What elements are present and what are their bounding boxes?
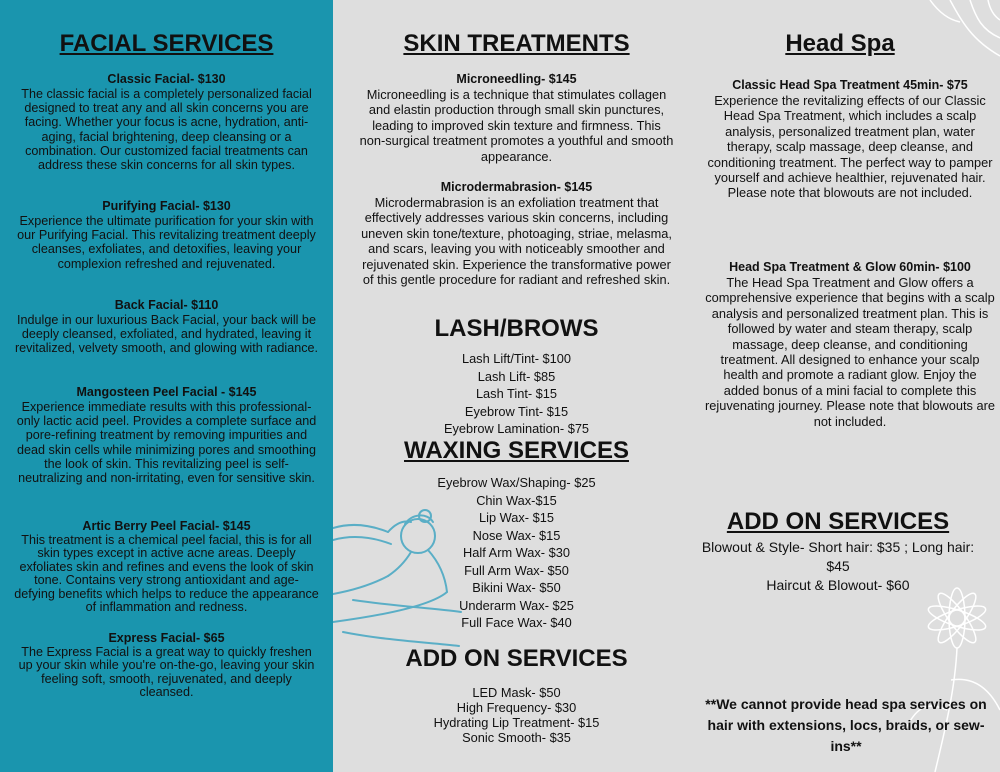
lash-item: Eyebrow Lamination- $75 [443, 421, 590, 436]
waxing-item: Half Arm Wax- $30 [463, 545, 570, 560]
waxing-list [333, 474, 700, 632]
head-spa-glow-block [700, 260, 1000, 429]
express-facial-desc: The Express Facial is a great way to quickly freshen up your skin while you're on-the-go, leaving your skin feeling soft, smooth, rejuvenated, and deeply cleansed. [18, 645, 315, 700]
facial-services-panel [0, 0, 333, 772]
head-spa-glow-desc: The Head Spa Treatment and Glow offers a comprehensive experience that begins with a scalp analysis and personalized treatment plan. This is followed by water and steam therapy, scalp massage, deep cleanse, and conditioning treatment. All designed to enhance your scalp health and promote a radiant glow. Enjoy the added bonus of a mini facial to complete this rejuvenating journey. Please note that blowouts are not included. [704, 275, 995, 429]
haircut-blowout-item: Haircut & Blowout- $60 [766, 577, 910, 593]
head-spa-panel [700, 0, 1000, 772]
artic-berry-peel-desc: This treatment is a chemical peel facial, this is for all skin types except in active acne areas. Deeply exfoliates skin and refines and evens the look of skin tone. Contains very strong antioxidant and age-defying benefits which helps to reduce the appearance of inflammation and redness. [14, 533, 319, 615]
classic-facial-block [14, 72, 319, 172]
waxing-item: Nose Wax- $15 [472, 527, 561, 543]
skin-treatments-heading: SKIN TREATMENTS [403, 30, 630, 57]
classic-facial-desc: The classic facial is a completely personalized facial designed to treat any and all skin concerns you are facing. Whether your focus is acne, hydration, anti-aging, facial brightening, deep cleansing or a combination. Our customized facial treatments can address these skin concerns for all skin types. [21, 87, 312, 173]
mangosteen-peel-title: Mangosteen Peel Facial - $145 [76, 385, 257, 399]
back-facial-desc: Indulge in our luxurious Back Facial, your back will be deeply cleansed, exfoliated, and hydrated, leaving it revitalized, velvety smooth, and glowing with radiance. [14, 313, 319, 356]
waxing-item: Underarm Wax- $25 [459, 597, 574, 613]
add-on-services-heading: ADD ON SERVICES [405, 645, 628, 672]
purifying-facial-block [14, 199, 319, 271]
artic-berry-peel-block [14, 519, 319, 614]
purifying-facial-title: Purifying Facial- $130 [102, 199, 231, 213]
classic-head-spa-desc: Experience the revitalizing effects of our Classic Head Spa Treatment, which includes a scalp analysis, personalized treatment plan, water therapy, scalp massage, deep cleanse, and conditioning treatment. The perfect way to pamper yourself and achieve healthier, rejuvenated hair. Please note that blowouts are not included. [707, 93, 993, 201]
lash-item: Lash Lift/Tint- $100 [461, 351, 572, 366]
classic-head-spa-block [700, 78, 1000, 201]
back-facial-title: Back Facial- $110 [114, 298, 219, 312]
microdermabrasion-block [359, 180, 674, 287]
express-facial-block [14, 631, 319, 700]
waxing-item: Full Face Wax- $40 [461, 615, 572, 630]
microdermabrasion-title: Microdermabrasion- $145 [440, 180, 593, 194]
add-on-item: High Frequency- $30 [456, 700, 577, 715]
waxing-item: Bikini Wax- $50 [472, 580, 561, 595]
microneedling-desc: Microneedling is a technique that stimulates collagen and elastin production through small skin punctures, leading to improved skin texture and firmness. This non-surgical treatment promotes a youthful and smooth appearance. [359, 87, 674, 164]
waxing-item: Lip Wax- $15 [479, 510, 554, 525]
mangosteen-peel-desc: Experience immediate results with this professional-only lactic acid peel. Provides a complete surface and pore-refining treatment by removing impurities and dead skin cells while minimizing pores and smoothing the look of skin. This revitalizing peel is self-neutralizing and non-irritating, even for sensitive skin. [16, 400, 317, 486]
skin-treatments-panel [333, 0, 700, 772]
microneedling-block [359, 72, 674, 164]
head-spa-notice: **We cannot provide head spa services on hair with extensions, locs, braids, or sew-ins** [705, 696, 987, 754]
artic-berry-peel-title: Artic Berry Peel Facial- $145 [82, 519, 251, 533]
head-spa-heading: Head Spa [785, 30, 895, 57]
add-on-item: Sonic Smooth- $35 [462, 730, 571, 745]
waxing-item: Chin Wax-$15 [476, 492, 557, 508]
lash-item: Lash Lift- $85 [477, 368, 556, 384]
microdermabrasion-desc: Microdermabrasion is an exfoliation treatment that effectively addresses various skin concerns, including uneven skin tone/texture, photoaging, striae, melasma, and scars, leaving you with noticeably smoother and rejuvenated skin. Experience the transformative power of this gentle procedure for radiant and refreshed skin. [361, 195, 672, 288]
lash-item: Lash Tint- $15 [475, 386, 558, 401]
lash-brows-list [333, 350, 700, 438]
waxing-item: Full Arm Wax- $50 [464, 562, 569, 578]
waxing-item: Eyebrow Wax/Shaping- $25 [437, 475, 596, 490]
add-on-item: Hydrating Lip Treatment- $15 [433, 715, 600, 730]
back-facial-block [14, 298, 319, 356]
blowout-style-item: Blowout & Style- Short hair: $35 ; Long hair: $45 [701, 539, 975, 574]
express-facial-title: Express Facial- $65 [108, 631, 225, 645]
classic-facial-title: Classic Facial- $130 [107, 72, 226, 86]
microneedling-title: Microneedling- $145 [456, 72, 577, 86]
mangosteen-peel-block [14, 385, 319, 485]
head-spa-add-on-heading: ADD ON SERVICES [726, 508, 950, 535]
purifying-facial-desc: Experience the ultimate purification for your skin with our Purifying Facial. This revitalizing treatment deeply cleanses, exfoliates, and detoxifies, leaving your complexion refreshed and rejuvenated. [17, 214, 316, 271]
waxing-services-heading: WAXING SERVICES [404, 437, 629, 464]
facial-services-heading: FACIAL SERVICES [59, 30, 274, 57]
add-on-list [333, 685, 700, 745]
lash-item: Eyebrow Tint- $15 [464, 403, 569, 419]
lash-brows-heading: LASH/BROWS [434, 315, 599, 342]
head-spa-glow-title: Head Spa Treatment & Glow 60min- $100 [729, 260, 971, 274]
add-on-item: LED Mask- $50 [472, 685, 561, 700]
classic-head-spa-title: Classic Head Spa Treatment 45min- $75 [732, 78, 968, 92]
head-spa-add-on-list [700, 538, 976, 595]
